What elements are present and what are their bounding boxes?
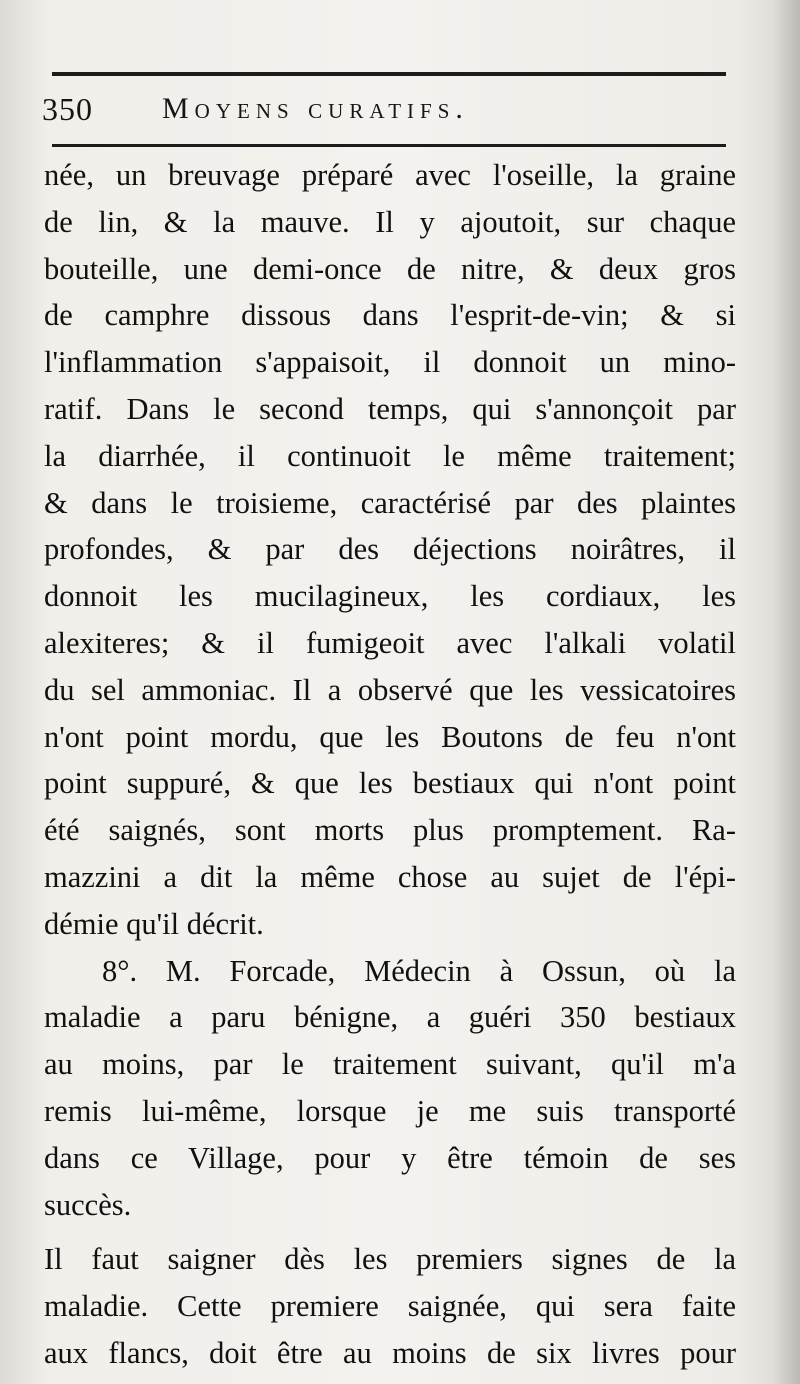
text-line: alexiteres; & il fumigeoit avec l'alkali volatil [44, 625, 736, 660]
text-line: remis lui-même, lorsque je me suis transporté [44, 1093, 736, 1128]
text-line: n'ont point mordu, que les Boutons de feu n'ont [44, 719, 736, 754]
top-rule [52, 72, 726, 76]
text-line: maladie. Cette premiere saignée, qui sera faite [44, 1289, 736, 1324]
text-line: bouteille, une demi-once de nitre, & deux gros [44, 251, 736, 286]
text-line: 8°. M. Forcade, Médecin à Ossun, où la [102, 953, 736, 988]
text-line: ratif. Dans le second temps, qui s'annonçoit par [44, 391, 736, 426]
text-line: Il faut saigner dès les premiers signes de la [44, 1242, 736, 1277]
page-gutter-shadow [772, 0, 800, 1384]
text-line: démie qu'il décrit. [44, 906, 264, 941]
text-line: au moins, par le traitement suivant, qu'il m'a [44, 1047, 736, 1082]
text-line: aux flancs, doit être au moins de six livres pour [44, 1335, 736, 1370]
text-line: l'inflammation s'appaisoit, il donnoit un mino- [44, 345, 736, 380]
text-line: maladie a paru bénigne, a guéri 350 bestiaux [44, 1000, 736, 1035]
text-line: dans ce Village, pour y être témoin de ses [44, 1140, 736, 1175]
text-line: du sel ammoniac. Il a observé que les vessicatoires [44, 672, 736, 707]
text-line: mazzini a dit la même chose au sujet de l'épi- [44, 859, 736, 894]
header-rule [52, 144, 726, 147]
text-line: la diarrhée, il continuoit le même traitement; [44, 438, 736, 473]
page-number: 350 [42, 90, 93, 127]
text-line: de lin, & la mauve. Il y ajoutoit, sur chaque [44, 204, 736, 239]
running-head [42, 84, 742, 134]
text-line: succès. [44, 1187, 132, 1222]
text-line: point suppuré, & que les bestiaux qui n'ont point [44, 766, 736, 801]
text-line: profondes, & par des déjections noirâtres, il [44, 532, 736, 567]
text-line: née, un breuvage préparé avec l'oseille, la graine [44, 158, 736, 192]
text-line: été saignés, sont morts plus promptement. Ra- [44, 813, 736, 848]
text-line: donnoit les mucilagineux, les cordiaux, les [44, 579, 736, 614]
section-title: Moyens curatifs. [162, 92, 469, 125]
text-line: & dans le troisieme, caractérisé par des plaintes [44, 485, 736, 520]
text-line: de camphre dissous dans l'esprit-de-vin; & si [44, 298, 736, 333]
body-text [44, 152, 736, 1377]
